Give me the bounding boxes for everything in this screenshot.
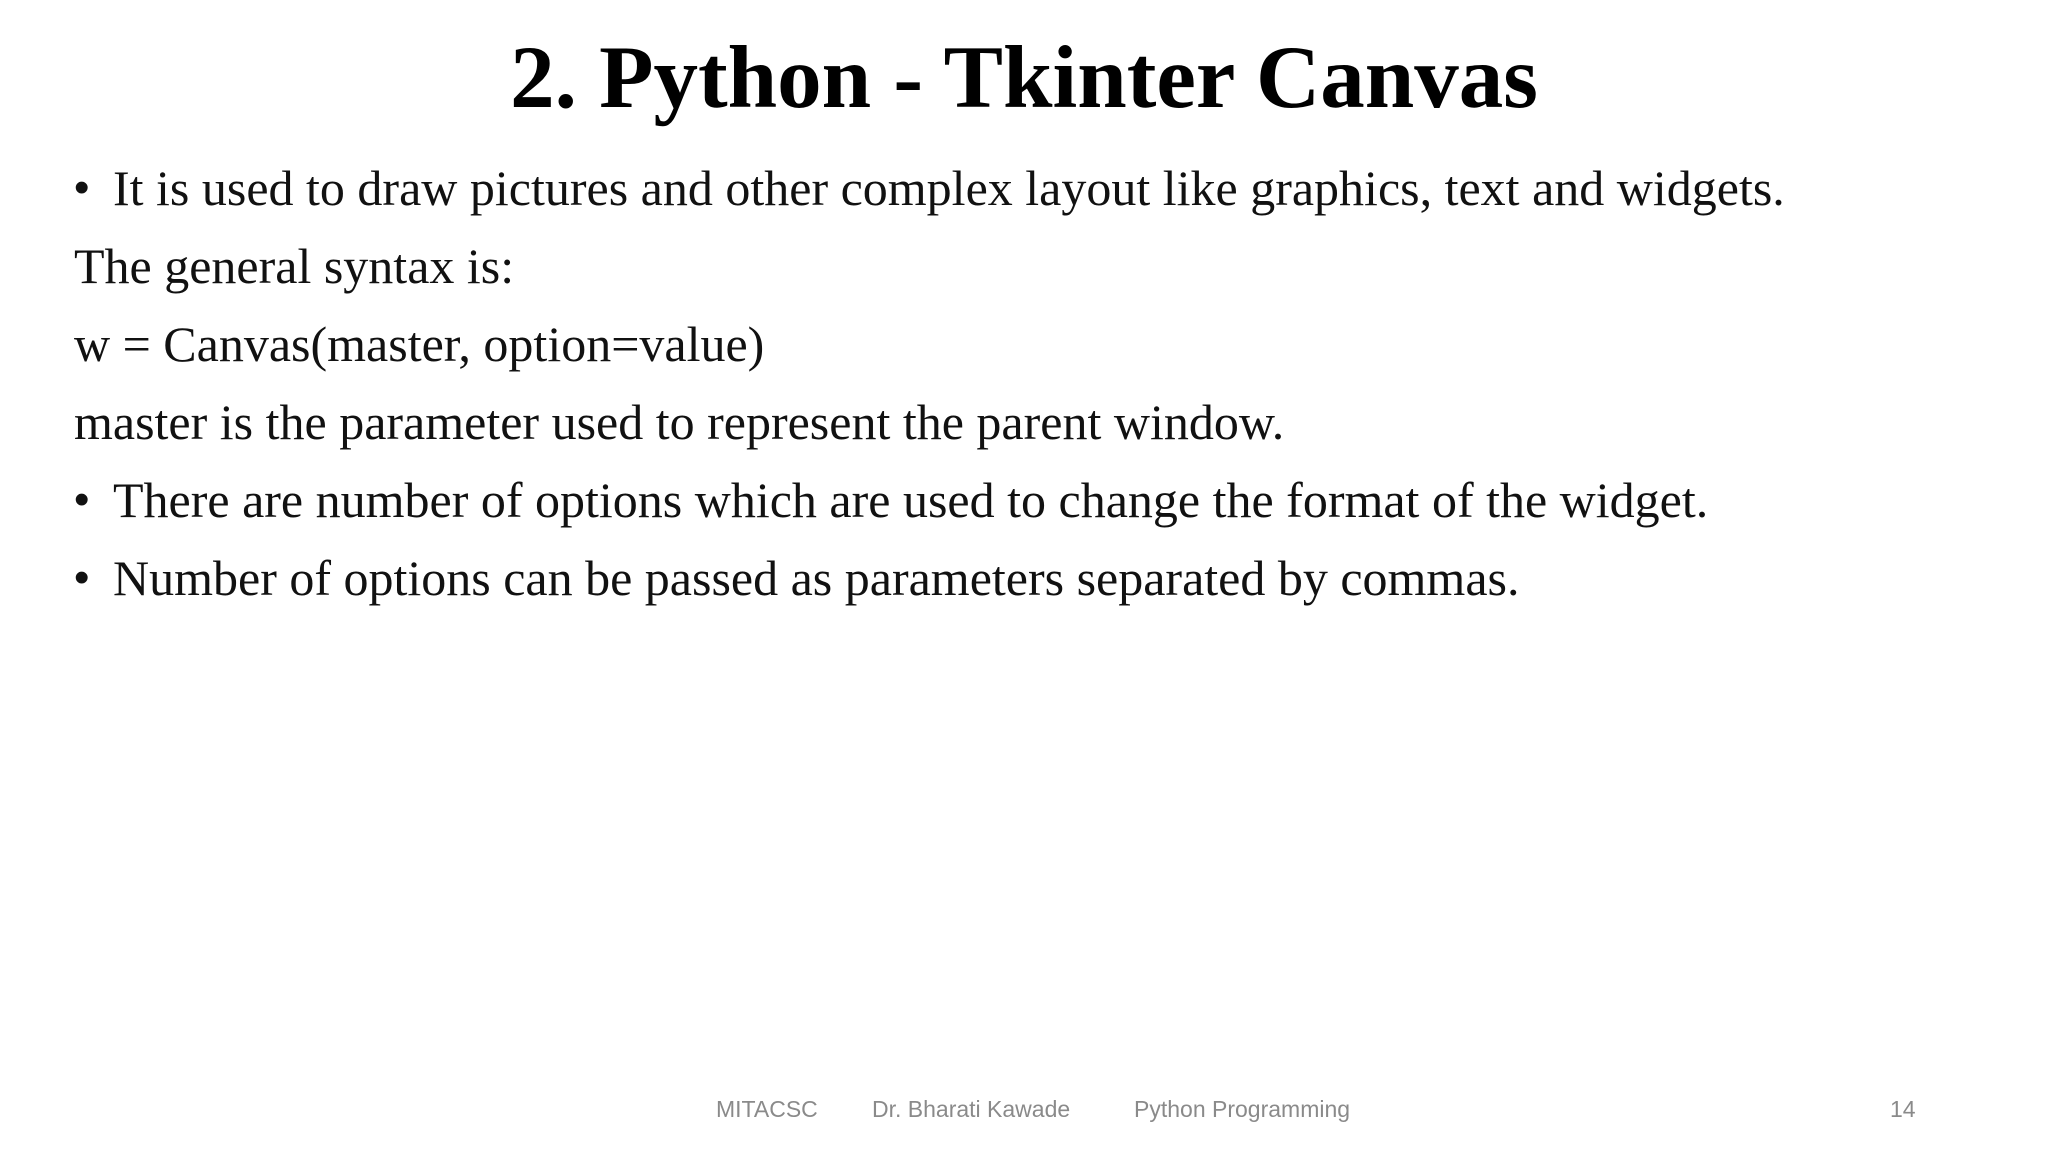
slide-body xyxy=(74,155,1974,623)
page-number: 14 xyxy=(1890,1096,1916,1122)
body-text: The general syntax is: xyxy=(74,238,515,294)
bullet-icon: • xyxy=(74,553,90,602)
footer-course: Python Programming xyxy=(1134,1096,1351,1122)
footer-author: Dr. Bharati Kawade xyxy=(872,1096,1071,1122)
bullet-text: It is used to draw pictures and other complex layout like graphics, text and widgets. xyxy=(113,160,1785,216)
footer-organization: MITACSC xyxy=(716,1096,818,1122)
bullet-item xyxy=(74,467,1974,545)
bullet-item xyxy=(74,545,1974,623)
bullet-icon: • xyxy=(74,163,90,212)
bullet-text: Number of options can be passed as parameters separated by commas. xyxy=(113,550,1520,606)
syntax-text: w = Canvas(master, option=value) xyxy=(74,316,765,372)
bullet-icon: • xyxy=(74,475,90,524)
bullet-item xyxy=(74,155,1974,233)
body-text: master is the parameter used to represent the parent window. xyxy=(74,394,1285,450)
code-line xyxy=(74,311,1974,389)
slide-title: 2. Python - Tkinter Canvas xyxy=(510,29,1538,127)
body-line xyxy=(74,389,1974,467)
body-line xyxy=(74,233,1974,311)
bullet-text: There are number of options which are used to change the format of the widget. xyxy=(113,472,1709,528)
